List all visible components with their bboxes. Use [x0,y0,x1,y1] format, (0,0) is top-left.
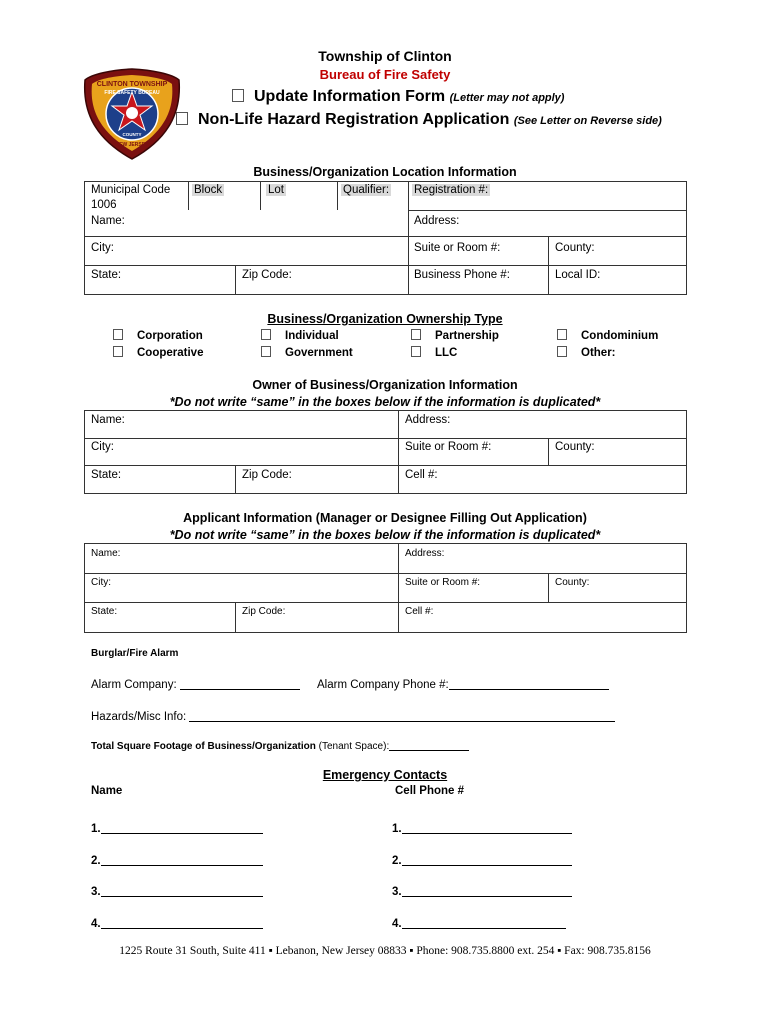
llc-label: LLC [435,347,458,359]
alarm-phone-label: Alarm Company Phone #: [317,679,449,691]
emergency-phone-num-4: 4. [392,918,402,930]
sqft-suffix: (Tenant Space): [318,741,390,752]
owner-zip-label: Zip Code: [242,469,292,481]
government-label: Government [285,347,353,359]
emergency-phone-num-2: 2. [392,855,402,867]
location-suite-label: Suite or Room #: [414,242,501,254]
emergency-num-3: 3. [91,886,101,898]
corporation-label: Corporation [137,330,203,342]
sqft-input[interactable] [389,738,469,751]
business-phone-label: Business Phone #: [414,269,510,281]
applicant-cell-label: Cell #: [405,606,434,617]
partnership-label: Partnership [435,330,499,342]
emergency-phone-num-3: 3. [392,886,402,898]
location-city-label: City: [91,242,114,254]
owner-table [84,410,687,494]
cooperative-label: Cooperative [137,347,204,359]
sqft-label: Total Square Footage of Business/Organization [91,741,316,752]
emergency-phone-num-1: 1. [392,823,402,835]
emergency-row-1-phone [392,821,572,835]
municipal-code-label: Municipal Code [91,184,171,196]
emergency-phone-input-4[interactable] [402,916,566,929]
applicant-state-label: State: [91,606,118,617]
lot-field[interactable]: Lot [268,184,284,196]
emergency-name-input-1[interactable] [101,821,263,834]
update-form-title: Update Information Form [254,88,446,105]
ownership-corporation[interactable] [113,329,203,342]
owner-heading: Owner of Business/Organization Information [252,378,518,392]
emergency-name-input-3[interactable] [101,884,263,897]
alarm-heading: Burglar/Fire Alarm [91,648,179,659]
emergency-name-input-2[interactable] [101,853,263,866]
owner-suite-label: Suite or Room #: [405,441,492,453]
location-state-label: State: [91,269,122,281]
footer-address: 1225 Route 31 South, Suite 411 ▪ Lebanon, New Jersey 08833 ▪ Phone: 908.735.8800 ext. 254 ▪ Fax: 908.735.8156 [119,945,651,957]
registration-form-option [176,111,662,129]
ownership-other[interactable] [557,346,616,359]
emergency-phone-input-1[interactable] [402,821,572,834]
cooperative-checkbox[interactable] [113,346,123,357]
alarm-company-row [91,677,300,691]
llc-checkbox[interactable] [411,346,421,357]
owner-county-label: County: [555,441,595,453]
government-checkbox[interactable] [261,346,271,357]
ownership-individual[interactable] [261,329,339,342]
owner-city-label: City: [91,441,114,453]
applicant-county-label: County: [555,577,590,588]
emergency-name-input-4[interactable] [101,916,263,929]
bureau-title: Bureau of Fire Safety [319,67,451,82]
township-title: Township of Clinton [318,48,452,64]
emergency-row-3-name [91,884,263,898]
emergency-num-1: 1. [91,823,101,835]
individual-label: Individual [285,330,339,342]
registration-form-title: Non-Life Hazard Registration Application [198,111,510,128]
applicant-heading: Applicant Information (Manager or Designee Filling Out Application) [183,511,587,525]
logo-text-top: CLINTON TOWNSHIP [96,81,168,88]
applicant-zip-label: Zip Code: [242,606,286,617]
logo-text-mid: FIRE SAFETY BUREAU [104,90,160,96]
partnership-checkbox[interactable] [411,329,421,340]
emergency-heading: Emergency Contacts [322,768,448,782]
local-id-label: Local ID: [555,269,601,281]
emergency-row-4-name [91,916,263,930]
hazards-label: Hazards/Misc Info: [91,711,187,723]
location-county-label: County: [555,242,595,254]
alarm-company-label: Alarm Company: [91,679,177,691]
update-form-note: (Letter may not apply) [449,92,565,104]
block-field[interactable]: Block [194,184,223,196]
emergency-row-1-name [91,821,263,835]
applicant-note: *Do not write “same” in the boxes below if the information is duplicated* [169,528,601,542]
emergency-row-2-name [91,853,263,867]
emergency-phone-input-3[interactable] [402,884,572,897]
emergency-row-3-phone [392,884,572,898]
ownership-heading: Business/Organization Ownership Type [267,312,503,326]
update-form-checkbox[interactable] [232,89,244,102]
location-name-label: Name: [91,215,125,227]
alarm-phone-row [317,677,609,691]
ownership-partnership[interactable] [411,329,499,342]
alarm-phone-input[interactable] [449,677,609,690]
alarm-company-input[interactable] [180,677,300,690]
location-table [84,181,687,295]
sqft-row [91,738,469,752]
qualifier-field[interactable]: Qualifier: [343,184,390,196]
ownership-condominium[interactable] [557,329,658,342]
ownership-llc[interactable] [411,346,457,359]
other-checkbox[interactable] [557,346,567,357]
location-zip-label: Zip Code: [242,269,292,281]
applicant-address-label: Address: [405,548,445,559]
emergency-phone-input-2[interactable] [402,853,572,866]
logo-text-bottom: NEW JERSEY [115,142,149,148]
fire-bureau-logo [82,66,182,162]
registration-field[interactable]: Registration #: [414,184,489,196]
condominium-checkbox[interactable] [557,329,567,340]
ownership-cooperative[interactable] [113,346,203,359]
hazards-input[interactable] [189,709,615,722]
condominium-label: Condominium [581,330,659,342]
owner-note: *Do not write “same” in the boxes below if the information is duplicated* [169,395,601,409]
corporation-checkbox[interactable] [113,329,123,340]
registration-form-note: (See Letter on Reverse side) [513,115,662,127]
ownership-government[interactable] [261,346,353,359]
logo-text-county: COUNTY [122,132,142,137]
individual-checkbox[interactable] [261,329,271,340]
emergency-num-4: 4. [91,918,101,930]
applicant-name-label: Name: [91,548,121,559]
other-label: Other: [581,347,616,359]
emergency-row-4-phone [392,916,566,930]
applicant-suite-label: Suite or Room #: [405,577,481,588]
owner-address-label: Address: [405,414,451,426]
emergency-phone-col: Cell Phone # [395,785,465,797]
applicant-table [84,543,687,633]
emergency-num-2: 2. [91,855,101,867]
emergency-row-2-phone [392,853,572,867]
owner-state-label: State: [91,469,122,481]
owner-name-label: Name: [91,414,125,426]
owner-cell-label: Cell #: [405,469,438,481]
applicant-city-label: City: [91,577,111,588]
emergency-name-col: Name [91,785,123,797]
location-address-label: Address: [414,215,460,227]
hazards-row [91,709,615,723]
municipal-code-value: 1006 [91,199,117,211]
location-heading: Business/Organization Location Information [253,165,517,179]
update-form-option [232,88,564,106]
